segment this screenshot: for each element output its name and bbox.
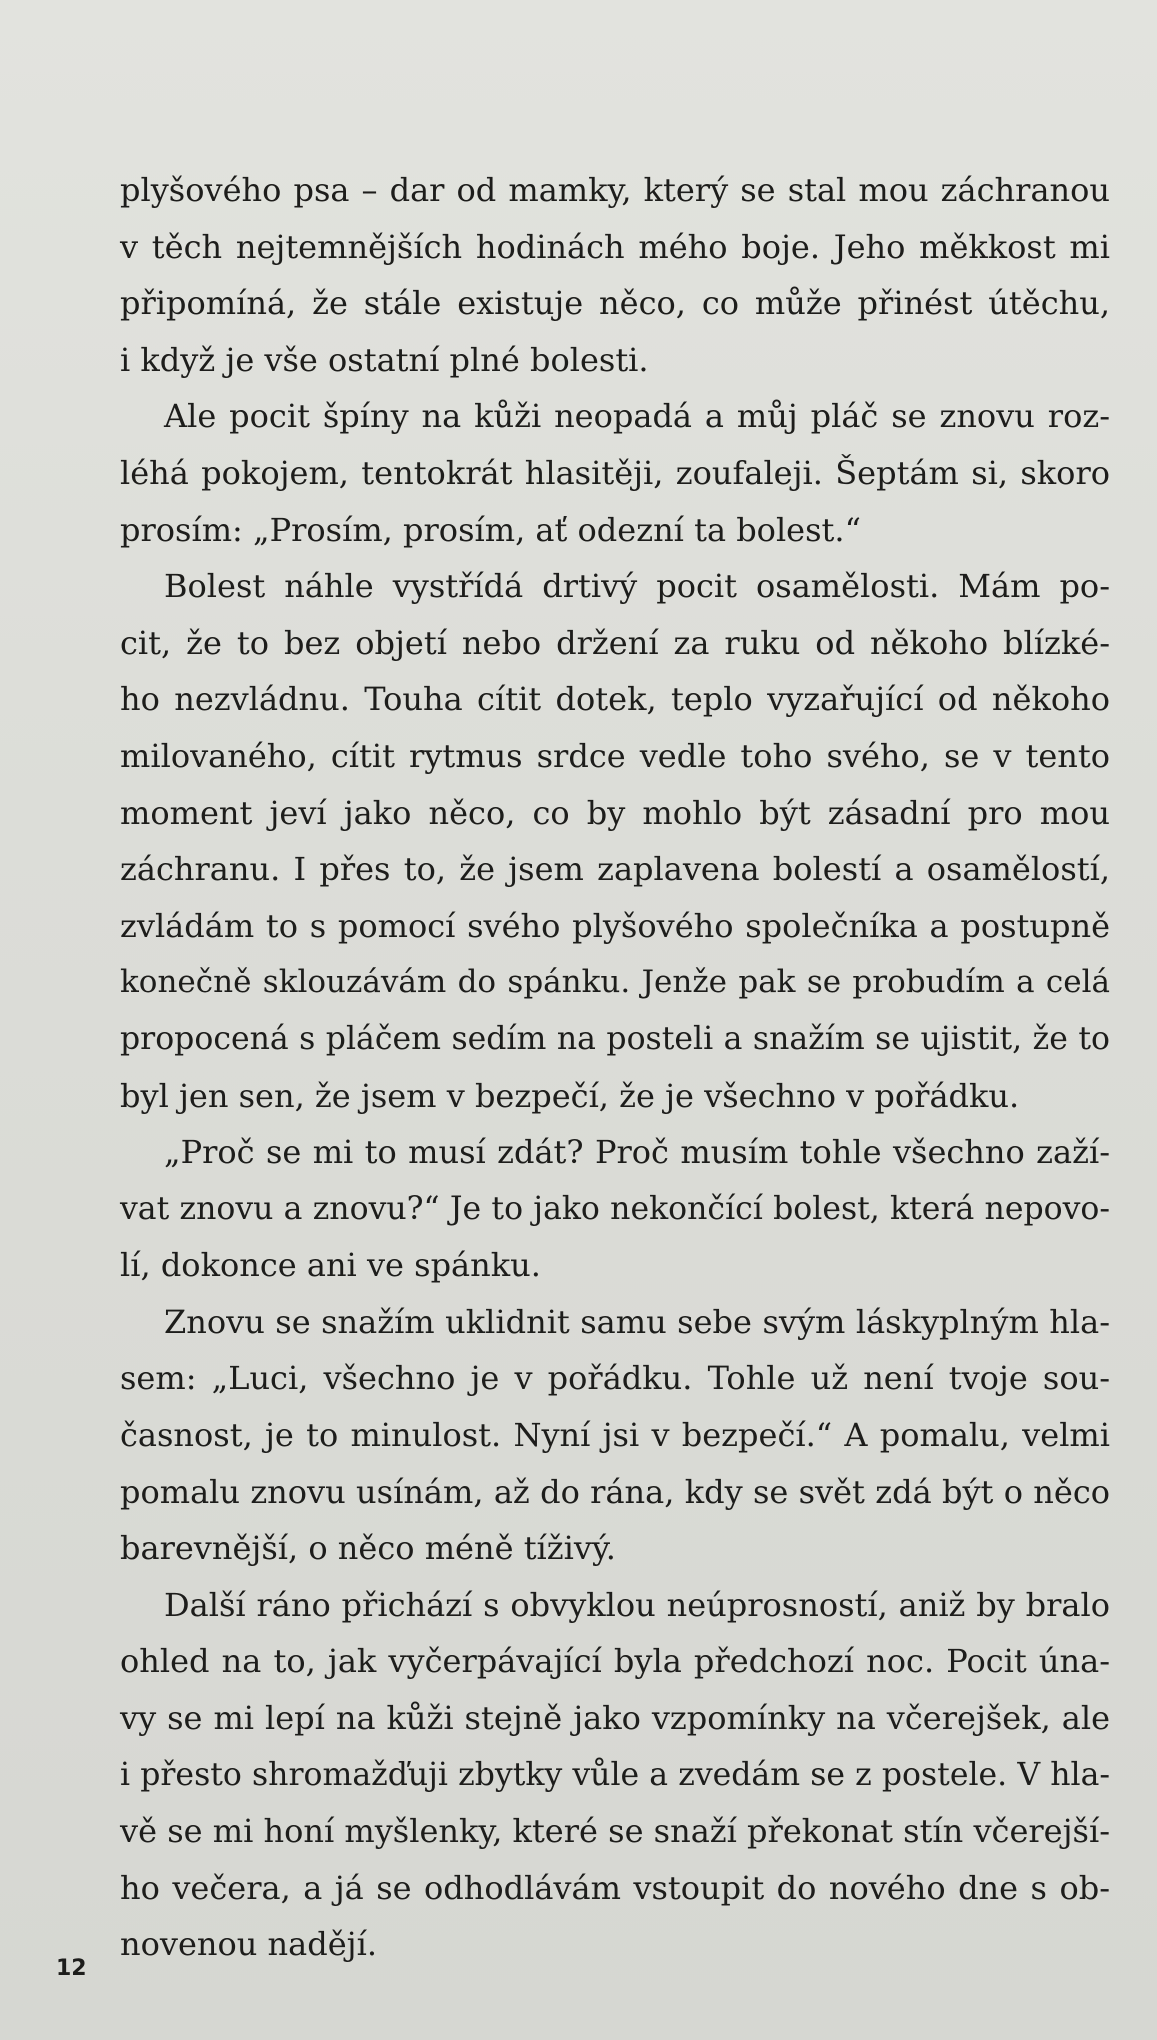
text-line: Ale pocit špíny na kůži neopadá a můj pláč se znovu roz- [164,397,1110,436]
text-line: Další ráno přichází s obvyklou neúprosností, aniž by bralo [164,1585,1110,1624]
text-line: připomíná, že stále existuje něco, co může přinést útěchu, [120,284,1110,323]
text-line: Bolest náhle vystřídá drtivý pocit osamělosti. Mám po- [164,567,1110,606]
text-line: barevnější, o něco méně tíživý. [120,1529,616,1568]
text-line: vy se mi lepí na kůži stejně jako vzpomínky na včerejšek, ale [120,1699,1110,1738]
page-number: 12 [56,1956,87,1981]
text-line: ohled na to, jak vyčerpávající byla předchozí noc. Pocit úna- [120,1642,1110,1681]
text-line: cit, že to bez objetí nebo držení za ruku od někoho blízké- [120,623,1110,662]
text-line: pomalu znovu usínám, až do rána, kdy se svět zdá být o něco [120,1472,1110,1511]
text-line: ho večera, a já se odhodlávám vstoupit do nového dne s ob- [120,1868,1110,1907]
text-line: léhá pokojem, tentokrát hlasitěji, zoufaleji. Šeptám si, skoro [120,453,1110,492]
text-line: propocená s pláčem sedím na posteli a snažím se ujistit, že to [120,1020,1110,1057]
text-line: záchranu. I přes to, že jsem zaplavena bolestí a osamělostí, [120,850,1110,889]
text-line: v těch nejtemnějších hodinách mého boje. Jeho měkkost mi [120,227,1110,266]
text-line: časnost, je to minulost. Nyní jsi v bezpečí.“ A pomalu, velmi [120,1416,1110,1455]
text-line: plyšového psa – dar od mamky, který se stal mou záchranou [120,171,1110,209]
text-line: zvládám to s pomocí svého plyšového společníka a postupně [120,906,1110,945]
text-line: i když je vše ostatní plné bolesti. [120,340,649,379]
text-line: byl jen sen, že jsem v bezpečí, že je všechno v pořádku. [120,1076,1020,1115]
text-line: moment jeví jako něco, co by mohlo být zásadní pro mou [120,793,1110,832]
text-line: ho nezvládnu. Touha cítit dotek, teplo vyzařující od někoho [120,680,1110,719]
text-line: novenou nadějí. [120,1925,377,1964]
text-line: „Proč se mi to musí zdát? Proč musím tohle všechno zaží- [164,1133,1110,1172]
text-line: konečně sklouzávám do spánku. Jenže pak se probudím a celá [120,964,1110,1001]
text-line: sem: „Luci, všechno je v pořádku. Tohle už není tvoje sou- [120,1359,1110,1398]
body-text [120,162,1110,1973]
text-line: prosím: „Prosím, prosím, ať odezní ta bolest.“ [120,510,861,549]
text-line: vat znovu a znovu?“ Je to jako nekončící bolest, která nepovo- [120,1190,1110,1227]
text-line: vě se mi honí myšlenky, které se snaží překonat stín včerejší- [120,1812,1110,1851]
text-line: lí, dokonce ani ve spánku. [120,1246,541,1285]
text-line: Znovu se snažím uklidnit samu sebe svým láskyplným hla- [164,1302,1110,1341]
text-line: milovaného, cítit rytmus srdce vedle toho svého, se v tento [120,736,1110,775]
text-line: i přesto shromažďuji zbytky vůle a zvedám se z postele. V hla- [120,1756,1110,1793]
